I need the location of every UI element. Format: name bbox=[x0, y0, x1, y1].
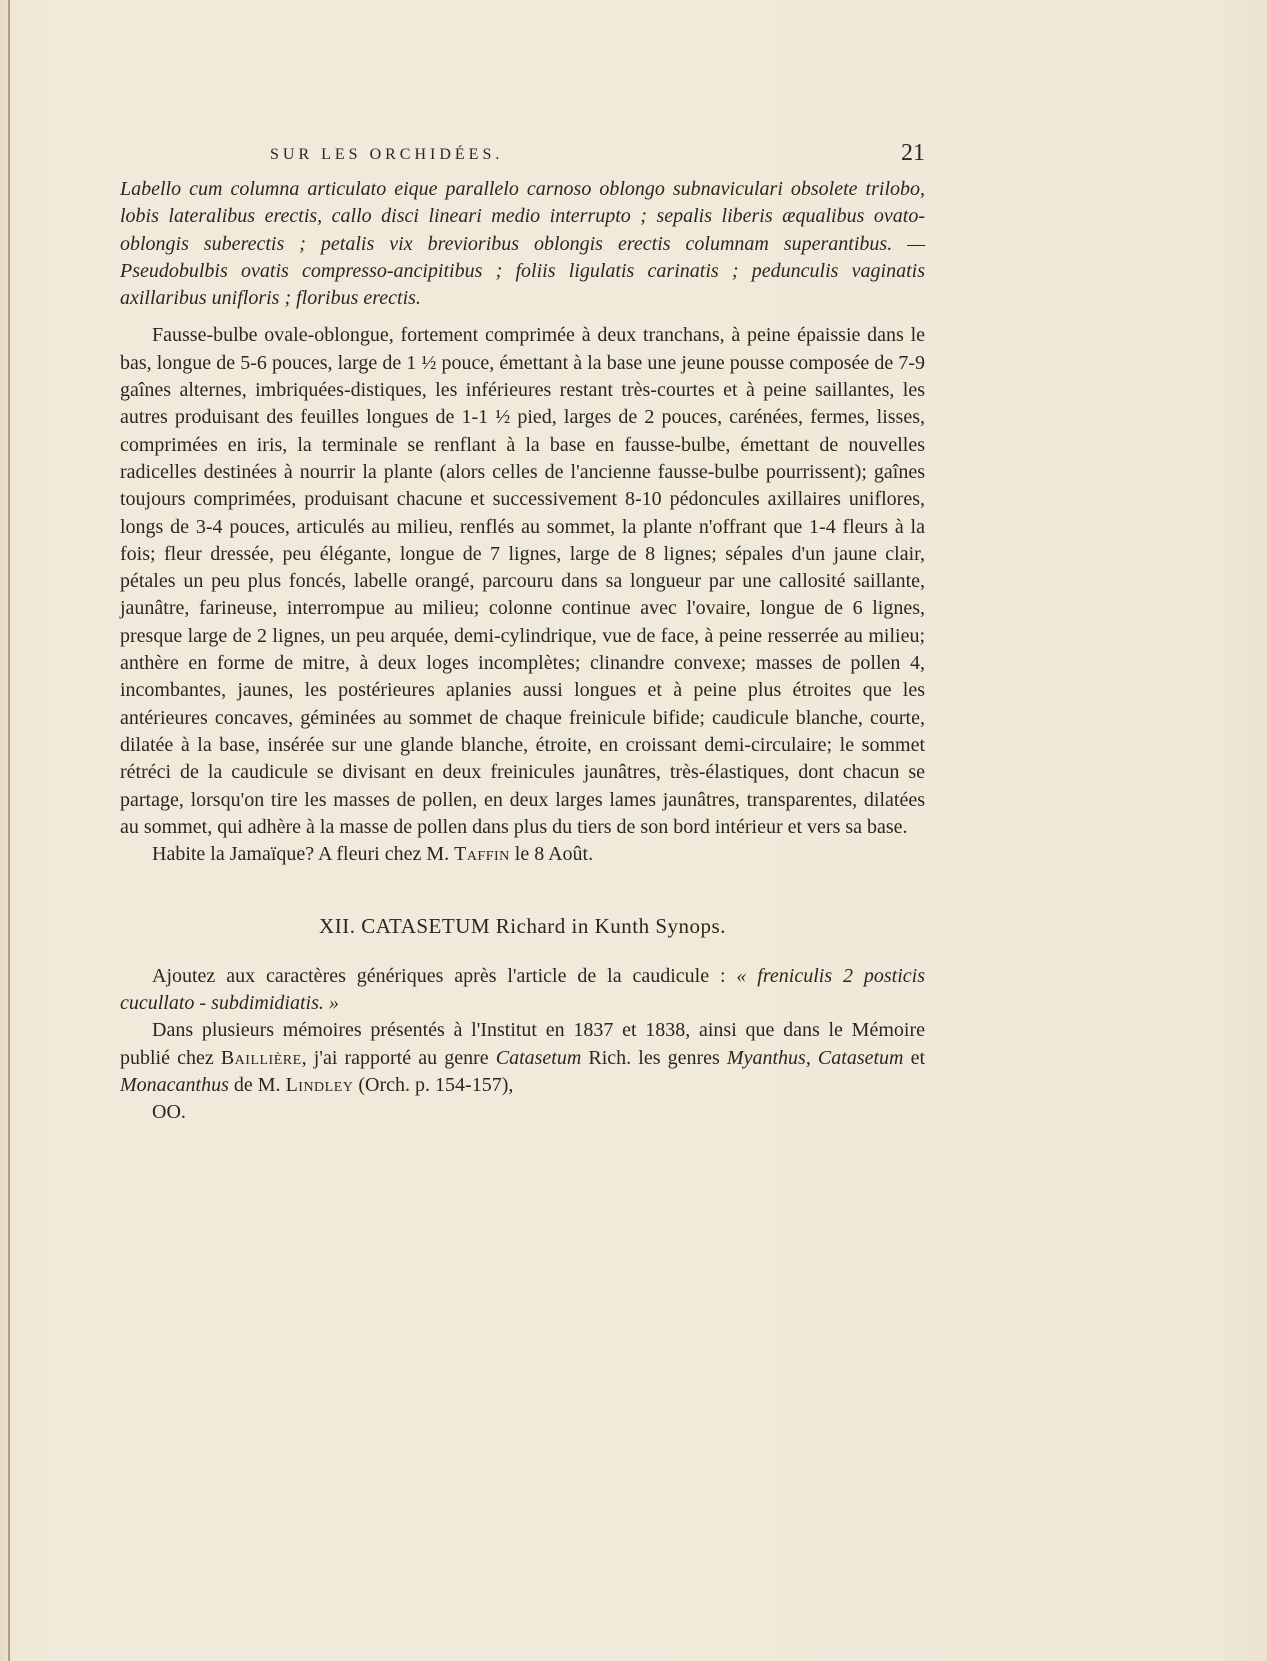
dans-text-2: , j'ai rapporté au genre bbox=[301, 1046, 496, 1069]
dans-author-name: Lindley bbox=[285, 1073, 354, 1096]
dans-genus-3: Catasetum bbox=[817, 1046, 904, 1069]
habitat-paragraph bbox=[120, 841, 925, 868]
ajoutez-text: Ajoutez aux caractères génériques après l'article de la caudicule : bbox=[152, 964, 737, 987]
description-paragraph: Fausse-bulbe ovale-oblongue, fortement comprimée à deux tranchans, à peine épaissie dans le bas, longue de 5-6 pouces, large de 1 ½ pouce, émettant à la base une jeune pousse composée de 7-9 gaînes alternes, imbriquées-distiques, les inférieures restant très-courtes et à peine saillantes, les autres produisant des feuilles longues de 1-1 ½ pied, larges de 2 pouces, carénées, fermes, lisses, comprimées en iris, la terminale se renflant à la base en fausse-bulbe, émettant de nouvelles radicelles destinées à nourrir la plante (alors celles de l'ancienne fausse-bulbe pourrissent); gaînes toujours comprimées, produisant chacune et successivement 8-10 pédoncules axillaires uniflores, longs de 3-4 pouces, articulés au milieu, renflés au sommet, la plante n'offrant que 1-4 fleurs à la fois; fleur dressée, peu élégante, longue de 7 lignes, large de 8 lignes; sépales d'un jaune clair, pétales un peu plus foncés, labelle orangé, parcouru dans sa longueur par une callosité saillante, jaunâtre, farineuse, interrompue au milieu; colonne continue avec l'ovaire, longue de 6 lignes, presque large de 2 lignes, un peu arquée, demi-cylindrique, vue de face, à peine resserrée au milieu; anthère en forme de mitre, à deux loges incomplètes; clinandre convexe; masses de pollen 4, incombantes, jaunes, les postérieures aplanies aussi longues et à peine plus étroites que les antérieures concaves, géminées au sommet de chaque freinicule bifide; caudicule blanche, courte, dilatée à la base, insérée sur une glande blanche, étroite, en croissant demi-circulaire; le sommet rétréci de la caudicule se divisant en deux freinicules jaunâtres, très-élastiques, dont chacun se partage, lorsqu'on tire les masses de pollen, en deux larges lames jaunâtres, transparentes, dilatées au sommet, qui adhère à la masse de pollen dans plus du tiers de son bord intérieur et vers sa base. bbox=[120, 324, 925, 838]
running-head: SUR LES ORCHIDÉES. bbox=[270, 146, 504, 163]
dans-publisher-name: Baillière bbox=[220, 1046, 302, 1069]
habitat-text-after: le 8 Août. bbox=[509, 843, 594, 866]
page-header bbox=[120, 140, 925, 180]
catchword: OO. bbox=[152, 1101, 186, 1124]
dans-text-7: (Orch. p. 154-157), bbox=[353, 1073, 514, 1096]
habitat-collector-name: Taffin bbox=[454, 843, 510, 866]
page-number: 21 bbox=[901, 140, 925, 166]
ajoutez-paragraph bbox=[120, 963, 925, 1018]
dans-text-5: et bbox=[903, 1046, 926, 1069]
dans-genus-2: Myanthus bbox=[726, 1046, 806, 1069]
dans-paragraph bbox=[120, 1017, 925, 1099]
dans-text-1: Dans plusieurs mémoires présentés à l'Institut en 1837 et 1838, ainsi que dans le Mémoire publié chez bbox=[120, 1019, 925, 1069]
text-block bbox=[120, 176, 925, 1127]
dans-genus-1: Catasetum bbox=[495, 1046, 582, 1069]
habitat-text-before: Habite la Jamaïque? A fleuri chez M. bbox=[152, 843, 455, 866]
dans-text-6: de M. bbox=[228, 1073, 286, 1096]
section-title: XII. CATASETUM Richard in Kunth Synops. bbox=[319, 914, 726, 939]
dans-genus-4: Monacanthus bbox=[120, 1073, 229, 1096]
dans-text-4: , bbox=[805, 1046, 818, 1069]
latin-diagnosis: Labello cum columna articulato eique parallelo carnoso oblongo subnaviculari obsolete trilobo, lobis lateralibus erectis, callo disci lineari medio interrupto ; sepalis liberis æqualibus ovato-oblongis suberectis ; petalis vix brevioribus oblongis erectis columnam superantibus. — Pseudobulbis ovatis compresso-ancipitibus ; foliis ligulatis carinatis ; pedunculis vaginatis axillaribus unifloris ; floribus erectis. bbox=[120, 178, 925, 310]
page-binding-edge bbox=[8, 0, 10, 1661]
ajoutez-quote: « freniculis 2 posticis cucullato - subdimidiatis. » bbox=[120, 964, 926, 1015]
dans-text-3: Rich. les genres bbox=[581, 1046, 727, 1069]
